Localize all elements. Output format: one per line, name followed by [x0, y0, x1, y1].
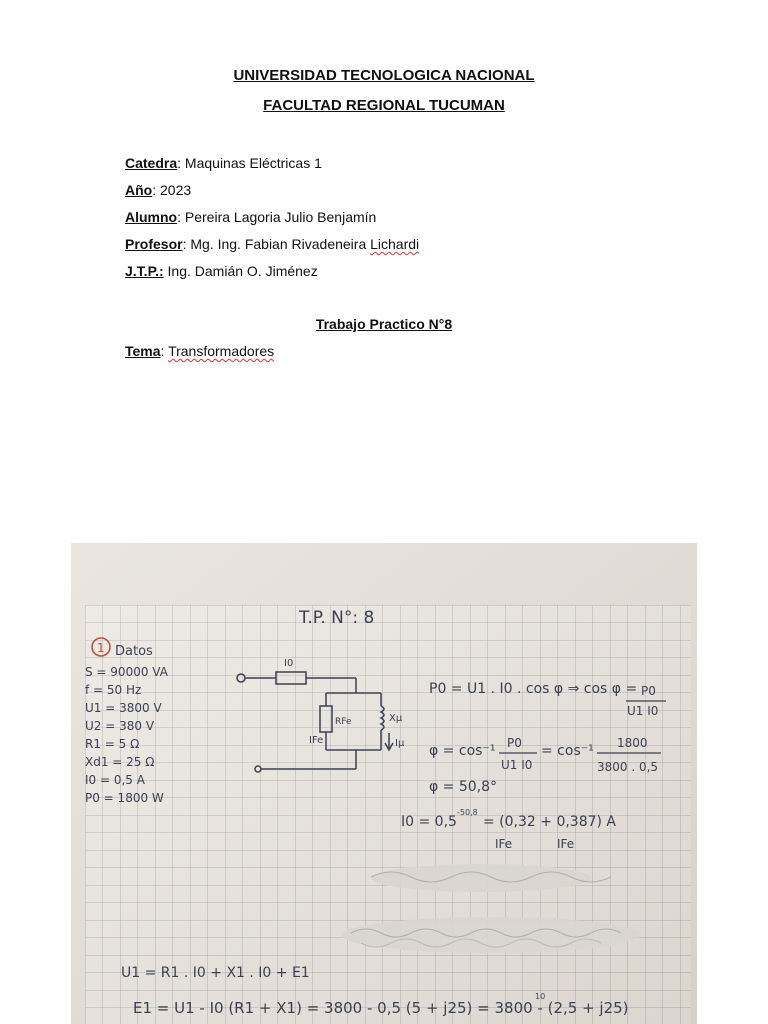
dato-r1: R1 = 5 Ω [85, 737, 140, 751]
equation-i0-rhs: = (0,32 + 0,387) A [483, 814, 617, 830]
jtp-label: J.T.P.: [125, 263, 164, 279]
info-anio: Año: 2023 [125, 182, 192, 198]
info-tema: Tema: Transformadores [125, 343, 275, 359]
dato-p0: P0 = 1800 W [85, 791, 164, 805]
anio-value: 2023 [156, 182, 192, 198]
notes-title: T.P. N°: 8 [299, 608, 375, 628]
eq2-denominator: U1 I0 [501, 758, 533, 772]
profesor-label: Profesor [125, 236, 183, 252]
info-alumno: Alumno: Pereira Lagoria Julio Benjamín [125, 209, 377, 225]
work-title: Trabajo Practico N°8 [315, 316, 453, 332]
tema-value: Transformadores [168, 343, 275, 359]
equation-i0-exponent: -50,8 [457, 808, 478, 817]
alumno-value: Pereira Lagoria Julio Benjamín [181, 209, 377, 225]
equation-u1: U1 = R1 . I0 + X1 . I0 + E1 [121, 965, 310, 981]
dato-xd1: Xd1 = 25 Ω [85, 755, 155, 769]
datos-label: Datos [115, 644, 153, 659]
eq2-denominator-value: 3800 . 0,5 [597, 760, 659, 774]
notebook-photo [71, 543, 697, 1024]
equation-i0-lhs: I0 = 0,5 [401, 814, 457, 830]
info-catedra: Catedra: Maquinas Eléctricas 1 [125, 155, 322, 171]
dato-u2: U2 = 380 V [85, 719, 155, 733]
info-profesor: Profesor: Mg. Ing. Fabian Rivadeneira Lichardi [125, 236, 420, 252]
equation-e1: E1 = U1 - I0 (R1 + X1) = 3800 - 0,5 (5 + j25) = 3800 - (2,5 + j25) [133, 999, 629, 1017]
university-name: UNIVERSIDAD TECNOLOGICA NACIONAL [233, 67, 535, 84]
alumno-label: Alumno [125, 209, 178, 225]
circuit-label-rfe: RFe [335, 717, 352, 727]
equation-phi-mid: = cos⁻¹ [541, 743, 594, 759]
eq1-numerator: P0 [641, 684, 656, 698]
profesor-value: Mg. Ing. Fabian Rivadeneira [186, 236, 371, 252]
circuit-label-xm: Xμ [389, 713, 403, 724]
equation-phi-lhs: φ = cos⁻¹ [429, 743, 496, 759]
jtp-value: Ing. Damián O. Jiménez [163, 263, 318, 279]
equation-p0: P0 = U1 . I0 . cos φ ⇒ cos φ = [429, 681, 638, 697]
dato-f: f = 50 Hz [85, 683, 142, 697]
profesor-surname: Lichardi [370, 236, 420, 252]
faculty-name: FACULTAD REGIONAL TUCUMAN [263, 97, 505, 114]
dato-s: S = 90000 VA [85, 665, 168, 679]
eq2-numerator: P0 [507, 736, 522, 750]
circuit-label-imu: Iμ [395, 738, 405, 749]
tema-label: Tema [125, 343, 161, 359]
catedra-value: Maquinas Eléctricas 1 [181, 155, 322, 171]
catedra-label: Catedra [125, 155, 178, 171]
equation-phi-result: φ = 50,8° [429, 779, 498, 795]
dato-u1: U1 = 3800 V [85, 701, 162, 715]
info-jtp [125, 263, 318, 279]
anio-label: Año [125, 182, 153, 198]
circuit-label-i0: I0 [284, 658, 294, 669]
problem-number: 1 [97, 641, 105, 655]
equation-i0-sub1: IFe [495, 837, 513, 851]
circuit-label-ife: IFe [309, 735, 324, 746]
eq2-numerator-value: 1800 [617, 736, 648, 750]
dato-i0: I0 = 0,5 A [85, 773, 145, 787]
equation-i0-sub2: IFe [557, 837, 575, 851]
equation-e1-exponent: 10 [535, 992, 546, 1001]
eq1-denominator: U1 I0 [627, 704, 659, 718]
notebook-page [71, 543, 697, 1024]
